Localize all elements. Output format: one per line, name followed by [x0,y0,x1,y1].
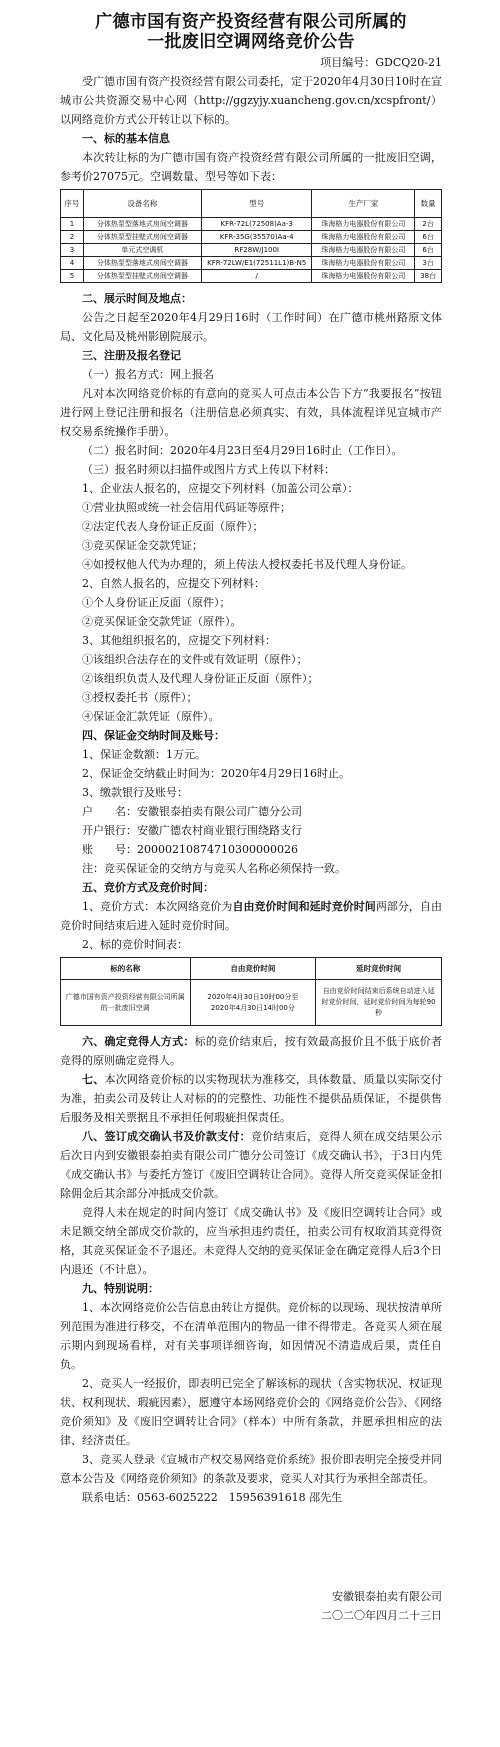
list-item: ③授权委托书（原件）； [82,691,198,704]
section-6 [60,1032,442,1070]
section-1-desc: 本次转让标的为广德市国有资产投资经营有限公司所属的一批废旧空调，参考价27075元。空调数量、型号等如下表： [60,151,442,183]
free-time-start: 2020年4月30日10时00分至 [207,992,299,1001]
account-name: 户 名：安徽银泰拍卖有限公司广德分公司 [82,805,302,818]
section-2-heading: 二、展示时间及地点： [82,292,192,305]
bidding-method-b: 两部分，自由竞价时间结束后进入延时竞价时间。 [60,900,442,932]
cell-qty: 3台 [415,257,442,270]
cell-maker: 珠海格力电器股份有限公司 [312,218,415,231]
bidding-method-bold: 自由竞价时间和延时竞价时间 [232,900,376,913]
section-6-text: 标的竞价结束后，按有效最高报价且不低于底价者竞得的原则确定竞得人。 [60,1035,443,1067]
cell-qty: 6台 [415,244,442,257]
cell-model: / [201,270,311,283]
materials-intro: （三）报名时须以扫描件或图片方式上传以下材料： [82,463,335,476]
section-9-heading: 九、特别说明： [82,1282,159,1295]
project-number: 项目编号：GDCQ20-21 [320,56,442,69]
cell-model: KFR-35G(35570)Aa-4 [201,231,311,244]
cell-delay-time: 自由竞价时间结束后系统自动进入延时竞价时间，延时竞价时间为每轮90秒 [316,980,442,1026]
cell-qty: 6台 [415,231,442,244]
cell-device: 分体热泵型落地式房间空调器 [83,257,201,270]
section-7-text: 本次网络竞价标的以实物现状为准移交，具体数量、质量以实际交付为准，拍卖公司及转让人对标的的完整性、功能性不提供品质保证，不提供售后服务及相关票据且不承担任何瑕疵担保责任。 [60,1073,443,1124]
bank-name: 开户银行：安徽广德农村商业银行围绕路支行 [82,824,302,837]
schedule-table-header [61,958,442,980]
deposit-amount: 1、保证金数额：1万元。 [82,748,206,761]
page-title [60,12,442,52]
title-line-1: 广德市国有资产投资经营有限公司所属的 [95,12,407,32]
section-8-p2: 竞得人未在规定的时间内签订《成交确认书》及《废旧空调转让合同》或未足额交纳全部成交价款的，应当承担违约责任，拍卖公司有权取消其竞得资格，其竞买保证金不予退还。未竞得人交纳的竞买保证金在确定竞得人后3个日内退还（不计息）。 [60,1206,442,1276]
bank-info-heading: 3、缴款银行及账号： [82,786,188,799]
bidding-method [60,897,442,935]
list-item: ④如授权他人代为办理的，须上传法人授权委托书及代理人身份证。 [82,558,412,571]
list-item: ②该组织负责人及代理人身份证正反面（原件）； [82,672,319,685]
list-item: ①个人身份证正反面（原件）； [82,596,231,609]
intro-paragraph: 受广德市国有资产投资经营有限公司委托，定于2020年4月30日10时在宣城市公共资源交易中心网（http://ggzyjy.xuancheng.gov.cn/xcspfront/）以网络竞价方式公开转让以下标的。 [60,75,442,126]
section-4-heading: 四、保证金交纳时间及账号： [82,729,225,742]
registration-time: （二）报名时间：2020年4月23日至4月29日16时止（工作日）。 [82,444,403,457]
cell-maker: 珠海格力电器股份有限公司 [312,257,415,270]
cell-model: RF28W/J100I [201,244,311,257]
signature-company: 安徽银泰拍卖有限公司 [332,1590,442,1603]
table-row [61,980,442,1026]
section-8 [60,1127,442,1203]
col-qty: 数量 [415,190,442,218]
organization-materials: 3、其他组织报名的，应提交下列材料： [82,634,276,647]
account-number: 账 号：20000210874710300000026 [82,843,298,856]
col-device: 设备名称 [83,190,201,218]
cell-maker: 珠海格力电器股份有限公司 [312,231,415,244]
cell-model: KFR-72L(72508)Aa-3 [201,218,311,231]
special-note-1: 1、本次网络竞价公告信息由转让方提供。竞价标的以现场、现状按清单所列范围为准进行移交，不在清单范围内的物品一律不得带走。各竞买人须在展示期内到现场看样，对有关事项详细咨询，如因情况不清造成后果，责任自负。 [60,1301,442,1371]
cell-free-time [190,980,316,1026]
table-row [61,231,442,244]
table-row [61,270,442,283]
section-1-heading: 一、标的基本信息 [82,132,170,145]
schedule-heading: 2、标的竞价时间表： [82,938,188,951]
section-8-heading: 八、签订成交确认书及价款支付： [82,1130,251,1143]
individual-materials: 2、自然人报名的，应提交下列材料： [82,577,265,590]
cell-no: 3 [61,244,84,257]
col-lot-name: 标的名称 [61,958,191,980]
section-8-text: 竞价结束后，竞得人须在成交结果公示后次日内到安徽银泰拍卖有限公司广德分公司签订《成交确认书》，于3日内凭《成交确认书》与委托方签订《废旧空调转让合同》。竞得人所交竞买保证金扣除佣金后其余部分冲抵成交价款。 [60,1130,443,1200]
col-free-time: 自由竞价时间 [190,958,316,980]
cell-device: 分体热泵型落地式房间空调器 [83,218,201,231]
section-5-heading: 五、竞价方式及竞价时间： [82,881,214,894]
section-2-text: 公告之日起至2020年4月29日16时（工作时间）在广德市桃州路原文体局、文化局及桃州影剧院展示。 [60,311,442,343]
table-row [61,244,442,257]
cell-no: 2 [61,231,84,244]
schedule-table [60,957,442,1026]
signature-date: 二〇二〇年四月二十三日 [321,1609,442,1622]
cell-model: KFR-72LW/E1(72511L1)B-N5 [201,257,311,270]
cell-maker: 珠海格力电器股份有限公司 [312,270,415,283]
col-delay-time: 延时竞价时间 [316,958,442,980]
list-item: ①营业执照或统一社会信用代码证等原件； [82,501,291,514]
list-item: ①该组织合法存在的文件或有效证明（原件）； [82,653,308,666]
cell-no: 1 [61,218,84,231]
signature-block [60,1587,442,1625]
cell-no: 4 [61,257,84,270]
section-7 [60,1070,442,1127]
section-6-heading: 六、确定竞得人方式： [82,1035,195,1048]
contact-phone: 联系电话：0563-6025222 15956391618 邵先生 [82,1491,343,1504]
deposit-deadline: 2、保证金交纳截止时间为：2020年4月29日16时止。 [82,767,350,780]
table-row [61,218,442,231]
registration-desc: 凡对本次网络竞价标的有意向的竞买人可点击本公告下方“我要报名”按钮进行网上登记注册和报名（注册信息必须真实、有效，具体流程详见宣城市产权交易系统操作手册）。 [60,387,442,438]
col-no: 序号 [61,190,84,218]
cell-lot-name: 广德市国有资产投资经营有限公司所属的一批废旧空调 [61,980,191,1026]
section-3-heading: 三、注册及报名登记 [82,349,181,362]
equipment-table [60,189,442,283]
free-time-end: 2020年4月30日14时00分 [210,1003,295,1012]
corporate-materials: 1、企业法人报名的，应提交下列材料（加盖公司公章）： [82,482,359,495]
col-model: 型号 [201,190,311,218]
list-item: ③竞买保证金交款凭证； [82,539,203,552]
special-note-3: 3、竞买人登录《宣城市产权交易网络竞价系统》报价即表明完全接受并同意本公告及《网络竞价须知》的条款及要求，竞买人对其行为承担全部责任。 [60,1453,442,1485]
bidding-method-a: 1、竞价方式：本次网络竞价为 [82,900,233,913]
cell-device: 单元式空调机 [83,244,201,257]
special-note-2: 2、竞买人一经报价，即表明已完全了解该标的现状（含实物状况、权证现状、权利现状、瑕疵因素），愿遵守本场网络竞价会的《网络竞价公告》、《网络竞价须知》及《废旧空调转让合同》（样本）中所有条款，并愿承担相应的法律、经济责任。 [60,1377,442,1447]
list-item: ②法定代表人身份证正反面（原件）； [82,520,264,533]
title-line-2: 一批废旧空调网络竞价公告 [147,32,355,52]
list-item: ②竞买保证金交款凭证（原件）。 [82,615,242,628]
section-7-heading: 七、 [82,1073,105,1086]
table-row [61,257,442,270]
cell-qty: 2台 [415,218,442,231]
col-maker: 生产厂家 [312,190,415,218]
deposit-note: 注：竞买保证金的交纳方与竞买人名称必须保持一致。 [82,862,346,875]
cell-maker: 珠海格力电器股份有限公司 [312,244,415,257]
cell-device: 分体热泵型挂壁式房间空调器 [83,231,201,244]
cell-qty: 38台 [415,270,442,283]
list-item: ④保证金汇款凭证（原件）。 [82,710,220,723]
cell-device: 分体热泵型挂壁式房间空调器 [83,270,201,283]
registration-method: （一）报名方式：网上报名 [82,368,214,381]
cell-no: 5 [61,270,84,283]
equipment-table-header [61,190,442,218]
